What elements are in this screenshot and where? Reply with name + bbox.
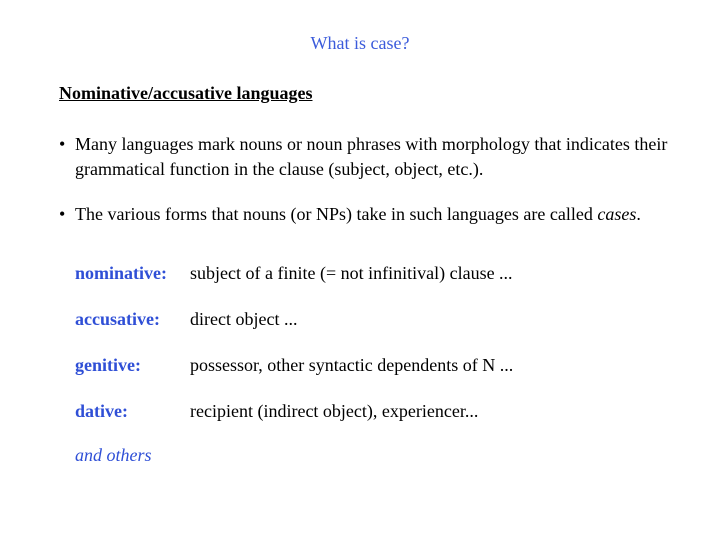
- case-definition: subject of a finite (= not infinitival) clause ...: [190, 263, 513, 283]
- bullet-item: [59, 202, 669, 227]
- case-term: dative:: [75, 401, 128, 421]
- case-definition: recipient (indirect object), experiencer...: [190, 401, 479, 421]
- section-heading: Nominative/accusative languages: [59, 83, 313, 103]
- bullet-text-end: .: [636, 204, 641, 224]
- case-definition: direct object ...: [190, 309, 298, 329]
- bullet-text: Many languages mark nouns or noun phrases with morphology that indicates their grammatical function in the clause (subject, object, etc.).: [75, 134, 668, 179]
- bullet-icon: •: [59, 134, 66, 154]
- case-term: accusative:: [75, 309, 160, 329]
- bullet-text-main: The various forms that nouns (or NPs) take in such languages are called: [75, 204, 593, 224]
- case-term: nominative:: [75, 263, 167, 283]
- bullet-text: [75, 202, 669, 227]
- bullet-icon: •: [59, 204, 66, 224]
- bullet-item: [59, 132, 669, 182]
- case-definition: possessor, other syntactic dependents of N ...: [190, 355, 514, 375]
- bullet-emphasis: cases: [597, 204, 637, 224]
- slide-title: What is case?: [310, 33, 410, 53]
- case-term: genitive:: [75, 355, 141, 375]
- and-others-note: and others: [75, 445, 152, 465]
